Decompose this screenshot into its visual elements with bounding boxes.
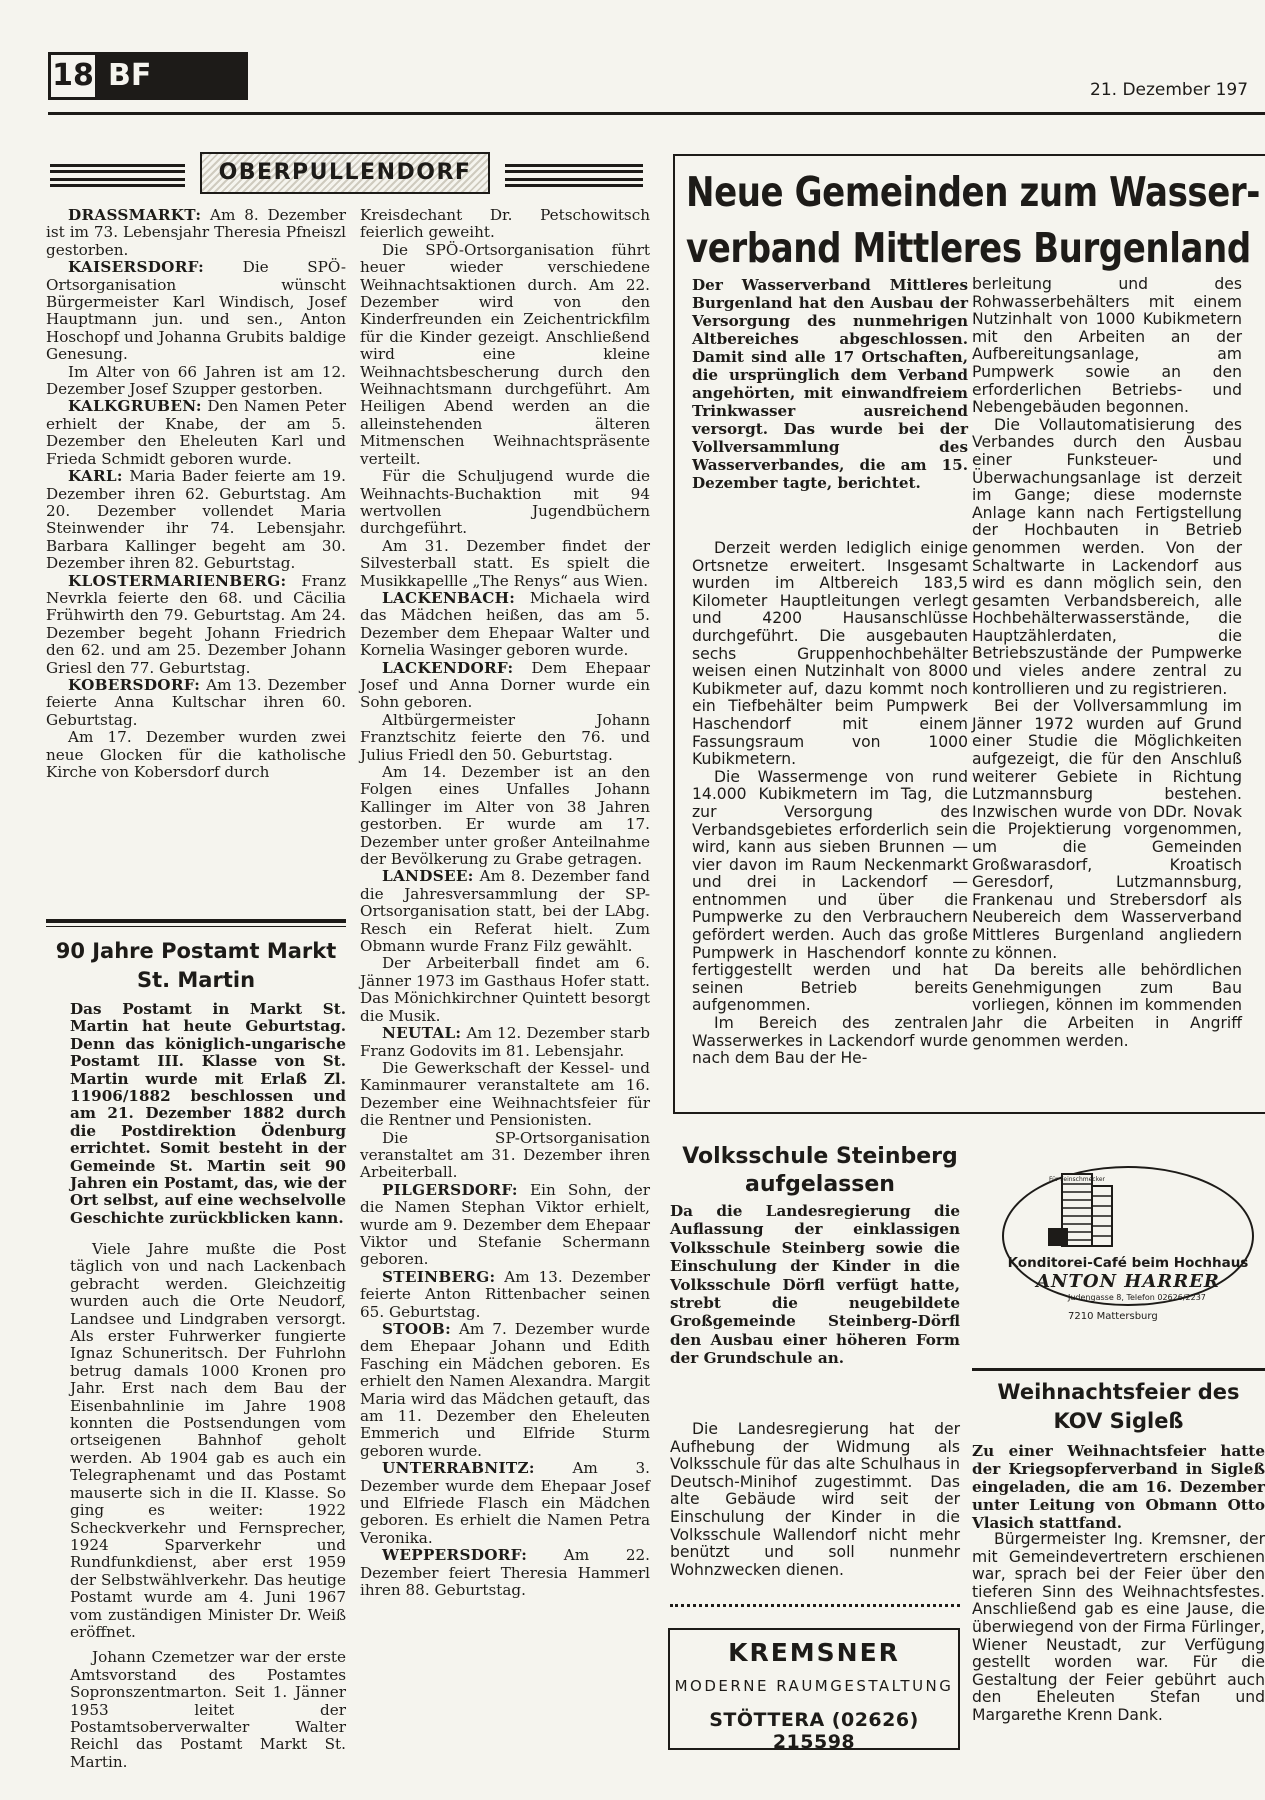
ad-konditorei-line1: Konditorei-Café beim Hochhaus <box>1007 1255 1249 1271</box>
headline-weihnachtsfeier: Weihnachtsfeier des KOV Sigleß <box>997 1380 1240 1433</box>
news-item: WEPPERSDORF: Am 22. Dezember feiert Theresia Hammerl ihren 88. Geburtstag. <box>360 1546 650 1600</box>
body-postamt: Viele Jahre mußte die Post täglich von und nach Lackenbach gebracht werden. Gleichzeitig wurden auch die Orte Neudorf, Landsee und Lindgraben versorgt. Als erster Fuhrwerker fungierte Ignaz Schuneritsch. Der Fuhrlohn betrug damals 1000 Kronen pro Jahr. Erst nach dem Bau der Eisenbahnlinie im Jahre 1908 konnten die Postsendungen vom ortseigenen Bahnhof geholt werden. Ab 1904 gab es auch ein Telegraphenamt und das Postamt mauserte sich in die II. Klasse. So ging es weiter: 1922 Scheckverkehr und Fernsprecher, 1924 Sparverkehr und Rundfunkdienst, aber erst 1959 der Selbstwählverkehr. Das heutige Postamt wurde am 4. Juni 1967 vom zuständigen Minister Dr. Weiß eröffnet. Johann Czemetzer war der erste Amtsvorstand des Postamtes Sopronszentmarton. Seit 1. Jänner 1953 leitet der Postamtsoberverwalter Walter Reichl das Postamt Markt St. Martin. <box>70 1240 346 1771</box>
news-item: LANDSEE: Am 8. Dezember fand die Jahresversammlung der SP-Ortsorganisation statt, bei der LAbg. Resch ein Referat hielt. Zum Obmann wurde Franz Filz gewählt. <box>360 867 650 956</box>
ad-konditorei-line4: 7210 Mattersburg <box>1068 1311 1158 1322</box>
header-divider <box>48 112 1265 115</box>
lead-postamt: Das Postamt in Markt St. Martin hat heute Geburtstag. Denn das königlich-ungarische Postamt III. Klasse von St. Martin wurde mit Erlaß Zl. 11906/1882 beschlossen und am 21. Dezember 1882 durch die Postdirektion Ödenburg errichtet. Somit besteht in der Gemeinde St. Martin seit 90 Jahren ein Postamt, das, wie der Ort selbst, auf eine wechselvolle Geschichte zurückblicken kann. <box>70 1000 346 1227</box>
article-divider <box>46 919 346 923</box>
ad-konditorei-line2: ANTON HARRER <box>1036 1271 1220 1292</box>
lead-wasserverband: Der Wasserverband Mittleres Burgenland hat den Ausbau der Versorgung des nunmehrigen Altbereiches abgeschlossen. Damit sind alle 17 Ortschaften, die ursprünglich dem Verband angehörten, mit einwandfreiem Trinkwasser ausreichend versorgt. Das wurde bei der Vollversammlung des Wasserverbandes, die am 15. Dezember tagte, berichtet. <box>692 276 968 492</box>
news-item: STOOB: Am 7. Dezember wurde dem Ehepaar Johann und Edith Fasching ein Mädchen geboren. Es erhielt den Namen Alexandra. Margit Maria wird das Mädchen getauft, das am 11. Dezember den Eheleuten Emmerich und Elfride Sturm geboren wurde. <box>360 1320 650 1460</box>
ad-konditorei-line3: Judengasse 8, Telefon 02626/2237 <box>1068 1293 1206 1302</box>
news-item: Am 31. Dezember findet der Silvesterball statt. Es spielt die Musikkapellle „The Renys“ aus Wien. <box>360 536 650 590</box>
news-item: KOBERSDORF: Am 13. Dezember feierte Anna Kultschar ihren 60. Geburtstag. <box>46 675 346 729</box>
title-rule-left <box>50 164 185 173</box>
oberpullendorf-column-2 <box>360 207 650 1600</box>
news-item: Kreisdechant Dr. Petschowitsch feierlich geweiht. <box>360 206 650 242</box>
article-divider <box>972 1368 1265 1371</box>
title-rule-right <box>505 164 643 173</box>
ad-kremsner-phone: STÖTTERA (02626) 215598 <box>709 1709 919 1753</box>
article-divider <box>46 926 346 927</box>
headline-postamt: 90 Jahre Postamt Markt St. Martin <box>55 939 337 992</box>
news-item: Die SPÖ-Ortsorganisation führt heuer wieder verschiedene Weihnachtsaktionen durch. Am 22. Dezember wird von den Kinderfreunden ein Zeichentrickfilm für die Kinder gezeigt. Anschließend wird eine kleine Weihnachtsbescherung durch den Weihnachtsmann durchgeführt. Am Heiligen Abend werden an die alleinstehenden älteren Mitmenschen Weihnachtspräsente verteilt. <box>360 240 650 468</box>
body-wasserverband-column-1: Derzeit werden lediglich einige Ortsnetze erweitert. Insgesamt wurden im Altbereich 183,5 Kilometer Hauptleitungen verlegt und 4200 Hausanschlüsse durchgeführt. Die ausgebauten sechs Gruppenhochbehälter weisen einen Nutzinhalt von 8000 Kubikmeter auf, dazu kommt noch ein Tiefbehälter beim Pumpwerk Haschendorf mit einem Fassungsraum von 1000 Kubikmetern. Die Wassermenge von rund 14.000 Kubikmetern im Tag, die zur Versorgung des Verbandsgebietes erforderlich sein wird, kann aus sieben Brunnen — vier davon im Raum Neckenmarkt und drei in Lackendorf — entnommen und über die Pumpwerke zu den Verbrauchern gefördert werden. Auch das große Pumpwerk in Haschendorf konnte fertiggestellt werden und hat seinen Betrieb bereits aufgenommen. Im Bereich des zentralen Wasserwerkes in Lackendorf wurde nach dem Bau der He- <box>692 539 968 1068</box>
news-item: NEUTAL: Am 12. Dezember starb Franz Godovits im 81. Lebensjahr. <box>360 1024 650 1060</box>
lead-weihnachtsfeier: Zu einer Weihnachtsfeier hatte der Kriegsopferverband in Sigleß eingeladen, die am 16. Dezember unter Leitung von Obmann Otto Vlasich stattfand. <box>972 1442 1265 1532</box>
headline-wasserverband: Neue Gemeinden zum Wasser- verband Mittleres Burgenland <box>686 168 1261 272</box>
dotted-divider <box>670 1604 960 1607</box>
news-item: KAISERSDORF: Die SPÖ-Ortsorganisation wünscht Bürgermeister Karl Windisch, Josef Hauptmann jun. und sen., Anton Hoschopf und Johanna Grubits baldige Genesung. <box>46 258 346 364</box>
news-item: Altbürgermeister Johann Franztschitz feierte den 76. und Julius Friedl den 50. Geburtstag. <box>360 710 650 764</box>
highrise-building-icon <box>1048 1168 1120 1250</box>
ad-kremsner-name: KREMSNER <box>728 1638 900 1667</box>
news-item: KALKGRUBEN: Den Namen Peter erhielt der Knabe, der am 5. Dezember den Eheleuten Karl und Frieda Schmidt geboren wurde. <box>46 397 346 468</box>
news-item: UNTERRABNITZ: Am 3. Dezember wurde dem Ehepaar Josef und Elfriede Flasch ein Mädchen geboren. Es erhielt die Namen Petra Veronika. <box>360 1459 650 1547</box>
headline-volksschule: Volksschule Steinberg aufgelassen <box>682 1144 958 1197</box>
news-item: LACKENBACH: Michaela wird das Mädchen heißen, das am 5. Dezember dem Ehepaar Walter und Kornelia Wasinger geboren wurde. <box>360 588 650 660</box>
title-rule-left <box>50 178 185 187</box>
news-item: PILGERSDORF: Ein Sohn, der die Namen Stephan Viktor erhielt, wurde am 9. Dezember dem Ehepaar Viktor und Stefanie Schermann geboren. <box>360 1180 650 1269</box>
news-item: Am 17. Dezember wurden zwei neue Glocken für die katholische Kirche von Kobersdorf durch <box>46 728 346 781</box>
oberpullendorf-column-1 <box>46 207 346 781</box>
news-item: Für die Schuljugend wurde die Weihnachts-Buchaktion mit 94 wertvollen Jugendbüchern durchgeführt. <box>360 467 650 538</box>
page-number: 18 <box>48 52 98 100</box>
body-weihnachtsfeier: Bürgermeister Ing. Kremsner, der mit Gemeindevertretern erschienen war, sprach bei der Feier über den tieferen Sinn des Weihnachtsfestes. Anschließend gab es eine Jause, die überwiegend von der Firma Fürlinger, Wiener Neustadt, zur Verfügung gestellt worden war. Für die Gestaltung der Feier gebührt auch den Eheleuten Stefan und Margarethe Krenn Dank. <box>972 1530 1265 1724</box>
news-item: LACKENDORF: Dem Ehepaar Josef und Anna Dorner wurde ein Sohn geboren. <box>360 658 650 712</box>
news-item: STEINBERG: Am 13. Dezember feierte Anton Rittenbacher seinen 65. Geburtstag. <box>360 1267 650 1321</box>
body-wasserverband-column-2: berleitung und des Rohwasserbehälters mit einem Nutzinhalt von 1000 Kubikmetern mit den Arbeiten an der Aufbereitungsanlage, am Pumpwerk sowie an den erforderlichen Betriebs- und Nebengebäuden begonnen. Die Vollautomatisierung des Verbandes durch den Ausbau einer Funksteuer- und Überwachungsanlage ist derzeit im Gange; diese modernste Anlage kann nach Fertigstellung der Hochbauten in Betrieb genommen werden. Von der Schaltwarte in Lackendorf aus wird es dann möglich sein, den gesamten Verbandsbereich, alle Hochbehälterwasserstände, die Hauptzählerdaten, die Betriebszustände der Pumpwerke und vieles andere zentral zu kontrollieren und zu registrieren. Bei der Vollversammlung im Jänner 1972 wurden auf Grund einer Studie die Möglichkeiten aufgezeigt, die für den Anschluß weiterer Gebiete in Richtung Lutzmannsburg bestehen. Inzwischen wurde von DDr. Novak die Projektierung vorgenommen, um die Gemeinden Großwarasdorf, Kroatisch Geresdorf, Lutzmannsburg, Frankenau und Strebersdorf als Neubereich dem Wasserverband Mittleres Burgenland angliedern zu können. Da bereits alle behördlichen Genehmigungen zum Bau vorliegen, können im kommenden Jahr die Arbeiten in Angriff genommen werden. <box>972 275 1242 1050</box>
news-item: KARL: Maria Bader feierte am 19. Dezember ihren 62. Geburtstag. Am 20. Dezember vollendet Maria Steinwender ihr 74. Lebensjahr. Barbara Kallinger begeht am 30. Dezember ihren 82. Geburtstag. <box>46 467 346 573</box>
news-item: DRASSMARKT: Am 8. Dezember ist im 73. Lebensjahr Theresia Pfneiszl gestorben. <box>46 206 346 259</box>
lead-volksschule: Da die Landesregierung die Auflassung der einklassigen Volksschule Steinberg sowie die Einschulung der Kinder in die Volksschule Dörfl verfügt hatte, strebt die neugebildete Großgemeinde Steinberg-Dörfl den Ausbau einer höheren Form der Grundschule an. <box>670 1202 960 1368</box>
news-item: Am 14. Dezember ist an den Folgen eines Unfalles Johann Kallinger im Alter von 38 Jahren gestorben. Er wurde am 17. Dezember unter großer Anteilnahme der Bevölkerung zu Grabe getragen. <box>360 763 650 869</box>
news-item: Der Arbeiterball findet am 6. Jänner 1973 im Gasthaus Hofer statt. Das Mönichkirchner Quintett besorgt die Musik. <box>360 954 650 1025</box>
ad-kremsner-subtitle: MODERNE RAUMGESTALTUNG <box>674 1677 954 1695</box>
body-volksschule: Die Landesregierung hat der Aufhebung der Widmung als Volksschule für das alte Schulhaus in Deutsch-Minihof zugestimmt. Das alte Gebäude wird seit der Einschulung der Kinder in die Volksschule Wallendorf nicht mehr benützt und soll nunmehr Wohnzwecken dienen. <box>670 1420 960 1579</box>
news-item: Die SP-Ortsorganisation veranstaltet am 31. Dezember ihren Arbeiterball. <box>360 1128 650 1182</box>
news-item: Im Alter von 66 Jahren ist am 12. Dezember Josef Szupper gestorben. <box>46 362 346 399</box>
section-title-oberpullendorf: OBERPULLENDORF <box>200 152 490 194</box>
section-label: BF <box>108 58 152 93</box>
ad-konditorei-sign: Für Feinschmecker <box>1048 1176 1106 1183</box>
issue-date: 21. Dezember 197 <box>1090 80 1249 100</box>
news-item: KLOSTERMARIENBERG: Franz Nevrkla feierte den 68. und Cäcilia Frühwirth den 79. Geburtstag. Am 24. Dezember begeht Johann Friedrich den 62. und am 25. Dezember Johann Griesl den 77. Geburtstag. <box>46 571 346 677</box>
news-item: Die Gewerkschaft der Kessel- und Kaminmaurer veranstaltete am 16. Dezember eine Weihnachtsfeier für die Rentner und Pensionisten. <box>360 1058 650 1130</box>
title-rule-right <box>505 178 643 187</box>
